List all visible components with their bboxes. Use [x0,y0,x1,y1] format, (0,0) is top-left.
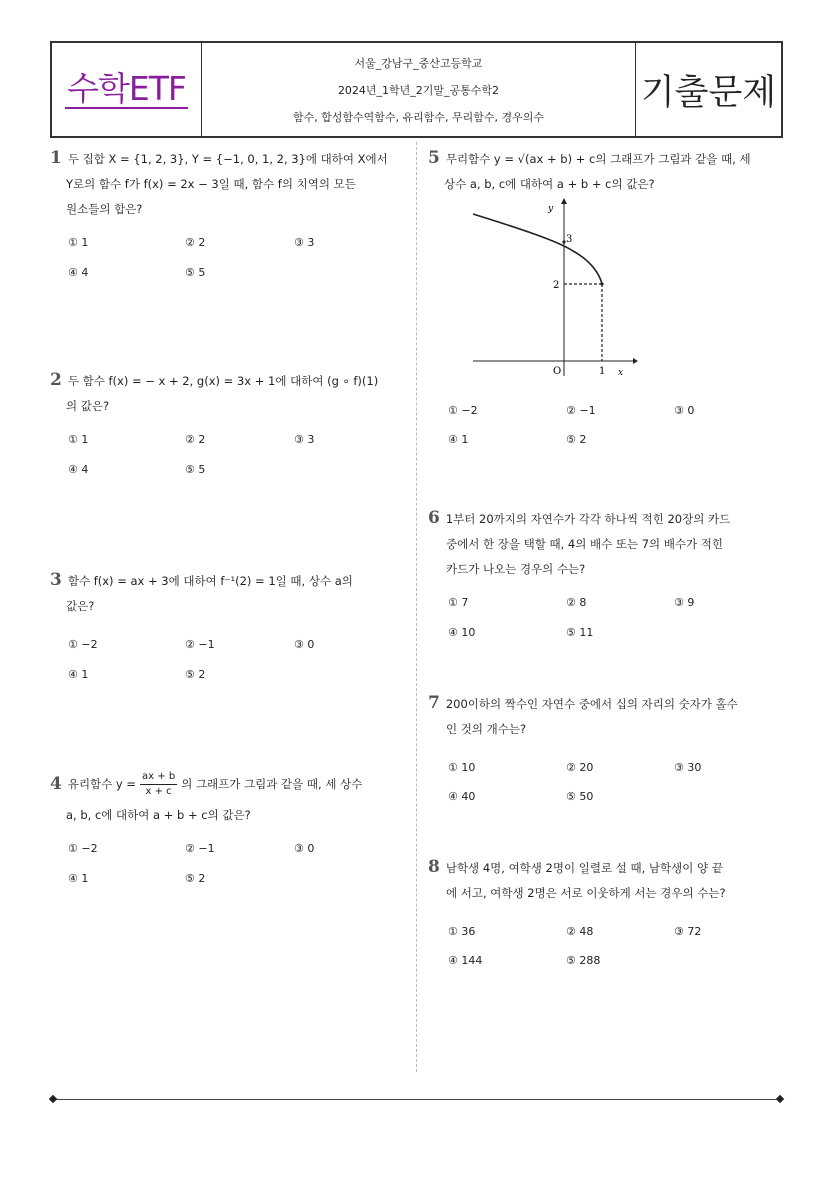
y-axis-arrow [561,198,567,204]
problem-number: 2 [50,370,62,390]
choice-5[interactable]: ⑤ 2 [185,872,206,885]
problem-text-line: 1부터 20까지의 자연수가 각각 하나씩 적힌 20장의 카드 [445,512,731,526]
problem-6 [428,506,778,650]
choice-4[interactable]: ④ 144 [448,954,483,967]
problem-text-line: 200이하의 짝수인 자연수 중에서 십의 자리의 숫자가 홀수 [445,697,738,711]
choice-1[interactable]: ① 1 [68,236,89,249]
exam-name: 2024년_1학년_2기말_공통수학2 [337,83,500,97]
problem-number: 3 [50,570,62,590]
problem-8 [428,855,778,974]
y-axis-label: y [548,204,554,214]
problem-text-line: 의 그래프가 그림과 같을 때, 세 상수 [181,777,363,791]
choice-5[interactable]: ⑤ 5 [185,463,206,476]
footer-rule [54,1099,780,1100]
choice-5[interactable]: ⑤ 2 [185,668,206,681]
fraction-numerator: ax + b [140,770,177,785]
problem-2 [50,368,400,487]
choice-4[interactable]: ④ 1 [68,872,89,885]
choice-2[interactable]: ② −1 [566,404,596,417]
problem-number: 6 [428,508,440,528]
x-axis-arrow [633,358,638,364]
choice-5[interactable]: ⑤ 5 [185,266,206,279]
x-tick-label: 1 [599,366,606,377]
answer-choices [50,627,400,687]
choice-1[interactable]: ① −2 [448,404,478,417]
choice-2[interactable]: ② 2 [185,236,206,249]
problem-text-line: 값은? [66,599,95,613]
endpoint [600,282,603,285]
problem-text-line: 유리함수 y = [67,777,137,791]
answer-choices [428,914,778,974]
y-tick-label: 2 [553,280,560,291]
choice-3[interactable]: ③ 72 [674,925,702,938]
choice-1[interactable]: ① 1 [68,433,89,446]
choice-4[interactable]: ④ 1 [68,668,89,681]
problem-1 [50,146,400,290]
problem-text-line: 두 집합 X = {1, 2, 3}, Y = {−1, 0, 1, 2, 3}에 대하여 X에서 [67,152,388,166]
problem-number: 5 [428,148,440,168]
exam-topics: 함수, 합성함수역함수, 유리함수, 무리함수, 경우의수 [292,110,545,124]
problem-text-line: a, b, c에 대하여 a + b + c의 값은? [66,808,251,822]
choice-2[interactable]: ② 8 [566,596,587,609]
choice-3[interactable]: ③ 3 [294,236,315,249]
choice-1[interactable]: ① −2 [68,842,98,855]
choice-5[interactable]: ⑤ 11 [566,626,594,639]
choice-1[interactable]: ① −2 [68,638,98,651]
function-curve [473,214,602,284]
choice-2[interactable]: ② −1 [185,638,215,651]
problem-text-line: 중에서 한 장을 택할 때, 4의 배수 또는 7의 배수가 적힌 [446,537,724,551]
choice-2[interactable]: ② 20 [566,761,594,774]
choice-2[interactable]: ② 2 [185,433,206,446]
fraction-denominator: x + c [145,786,172,797]
choice-5[interactable]: ⑤ 288 [566,954,601,967]
answer-choices [428,750,778,810]
problem-text-line: 상수 a, b, c에 대하여 a + b + c의 값은? [444,177,655,191]
answer-choices [50,427,400,487]
school-name: 서울_강남구_중산고등학교 [354,56,483,70]
problem-4 [50,770,400,896]
problem-3 [50,568,400,687]
problem-text-line: 의 값은? [66,399,110,413]
problem-5 [428,146,778,197]
answer-choices [50,836,400,896]
problem-number: 4 [50,774,62,794]
choice-1[interactable]: ① 7 [448,596,469,609]
radical-function-graph [468,196,638,382]
footer-right-diamond [776,1095,784,1103]
choice-4[interactable]: ④ 10 [448,626,476,639]
answer-choices [428,590,778,650]
choice-4[interactable]: ④ 40 [448,790,476,803]
problem-text-line: 남학생 4명, 여학생 2명이 일렬로 설 때, 남학생이 양 끝 [445,861,723,875]
problem-number: 7 [428,693,440,713]
x-axis-label: x [618,368,624,378]
choice-3[interactable]: ③ 30 [674,761,702,774]
page-title: 기출문제 [640,72,777,113]
y-tick-label: 3 [566,234,573,245]
choice-5[interactable]: ⑤ 50 [566,790,594,803]
choice-2[interactable]: ② 48 [566,925,594,938]
problem-number: 8 [428,857,440,877]
exam-info [202,43,636,136]
problem-text-line: 에 서고, 여학생 2명은 서로 이웃하게 서는 경우의 수는? [446,886,726,900]
choice-1[interactable]: ① 10 [448,761,476,774]
answer-choices [50,230,400,290]
column-divider [416,142,417,1072]
choice-5[interactable]: ⑤ 2 [566,433,587,446]
problem-text-line: 원소들의 합은? [66,202,143,216]
choice-4[interactable]: ④ 4 [68,463,89,476]
problem-text-line: Y로의 함수 f가 f(x) = 2x − 3일 때, 함수 f의 치역의 모든 [66,177,356,191]
problem-text-line: 함수 f(x) = ax + 3에 대하여 f⁻¹(2) = 1일 때, 상수 a의 [67,574,353,588]
choice-4[interactable]: ④ 1 [448,433,469,446]
problem-text-line: 카드가 나오는 경우의 수는? [446,562,586,576]
brand-logo: 수학ETF [67,68,186,108]
exam-header [50,41,783,138]
choice-3[interactable]: ③ 0 [294,638,315,651]
logo-cell [52,43,202,136]
problem-text-line: 인 것의 개수는? [446,722,527,736]
problem-text-line: 무리함수 y = √(ax + b) + c의 그래프가 그림과 같을 때, 세 [445,152,751,166]
problem-text-line: 두 함수 f(x) = − x + 2, g(x) = 3x + 1에 대하여 (g ∘ f)(1) [67,374,379,388]
choice-2[interactable]: ② −1 [185,842,215,855]
origin-label: O [553,366,562,377]
choice-3[interactable]: ③ 0 [294,842,315,855]
choice-3[interactable]: ③ 3 [294,433,315,446]
problem-number: 1 [50,148,62,168]
choice-4[interactable]: ④ 4 [68,266,89,279]
choice-3[interactable]: ③ 0 [674,404,695,417]
answer-choices [428,393,778,453]
choice-1[interactable]: ① 36 [448,925,476,938]
footer-left-diamond [49,1095,57,1103]
fraction [140,770,177,799]
choice-3[interactable]: ③ 9 [674,596,695,609]
problem-5-choices [428,393,778,453]
problem-7 [428,691,778,810]
